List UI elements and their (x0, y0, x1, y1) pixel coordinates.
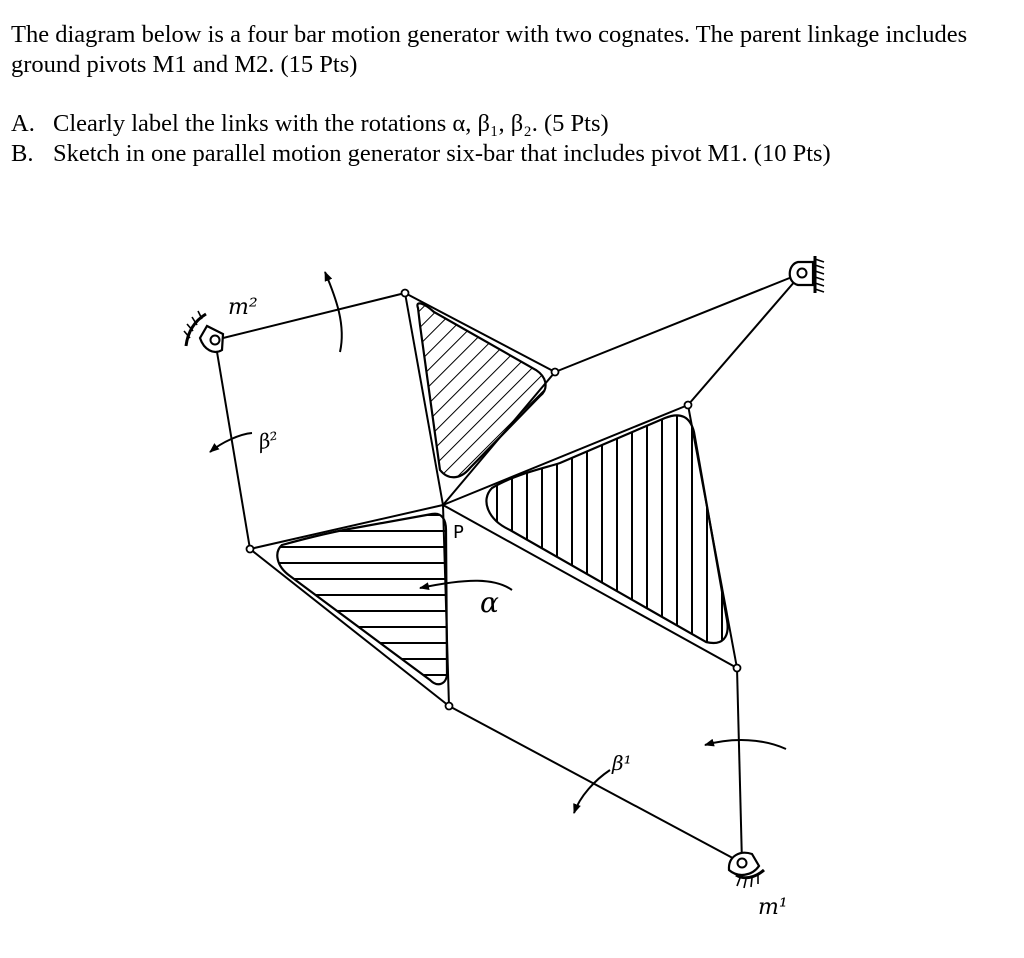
part-a-label: A. (11, 110, 35, 137)
coupler-triangle-lower (277, 514, 447, 685)
joint (734, 665, 741, 672)
label-alpha: α (480, 586, 499, 619)
rotation-arrow-right (705, 740, 786, 749)
joint (402, 290, 409, 297)
link-m1-vertical (737, 668, 742, 863)
part-b-label: B. (11, 140, 34, 167)
link-right-ground (688, 273, 802, 405)
joint (247, 546, 254, 553)
joint (552, 369, 559, 376)
intro-line-1: The diagram below is a four bar motion generator with two cognates. The parent linkage includes (11, 21, 968, 48)
part-b-text: Sketch in one parallel motion generator six-bar that includes pivot M1. (10 Pts) (53, 140, 831, 167)
coupler-triangle-upper (417, 303, 545, 477)
ground-pivot-m1 (729, 853, 764, 888)
label-m1: m¹ (758, 895, 788, 920)
label-beta2: β² (256, 426, 281, 454)
link-right-top (555, 273, 802, 372)
link-bottom-diag (449, 706, 742, 863)
part-a-text: Clearly label the links with the rotations α, β₁, β₂. (5 Pts) (53, 110, 609, 137)
coupler-triangle-right (486, 415, 727, 643)
ground-pivot-upper-right (790, 256, 824, 293)
intro-line-2: ground pivots M1 and M2. (15 Pts) (11, 51, 358, 78)
joint (685, 402, 692, 409)
label-beta1: β¹ (612, 751, 632, 775)
label-coupler-point: P (453, 522, 464, 543)
label-m2: m² (228, 295, 258, 320)
ground-pivot-m2 (184, 311, 223, 352)
joint (446, 703, 453, 710)
